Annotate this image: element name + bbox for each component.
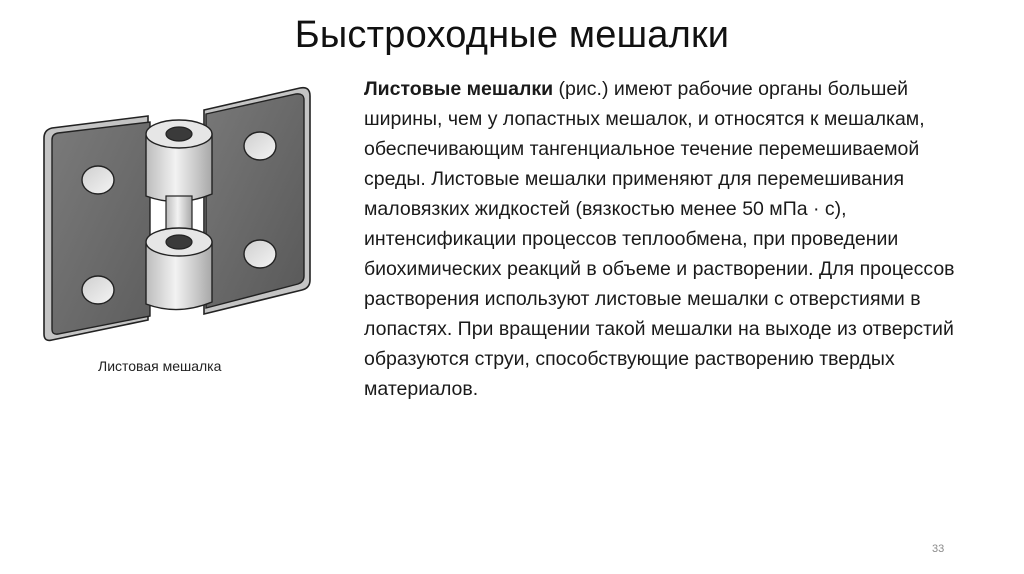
body-text: (рис.) имеют рабочие органы большей ширины, чем у лопастных мешалок, и относятся к мешалкам, обеспечивающим тангенциальное течение перемешиваемой среды. Листовые мешалки применяют для перемешивания маловязких жидкостей (вязкостью менее 50 мПа · с), интенсификации процессов теплообмена, при проведении биохимических реакций в объеме и растворении. Для процессов растворения используют листовые мешалки с отверстиями в лопастях. При вращении такой мешалки на выходе из отверстий образуются струи, способствующие растворению твердых материалов. — [364, 78, 955, 400]
slide-title: Быстроходные мешалки — [294, 14, 730, 56]
figure-caption: Листовая мешалка — [98, 358, 222, 374]
sheet-stirrer-figure — [28, 78, 328, 348]
lead-term: Листовые мешалки — [364, 78, 554, 100]
page-number: 33 — [932, 543, 945, 555]
sheet-stirrer-illustration-icon — [28, 78, 328, 348]
body-paragraph — [364, 74, 964, 404]
